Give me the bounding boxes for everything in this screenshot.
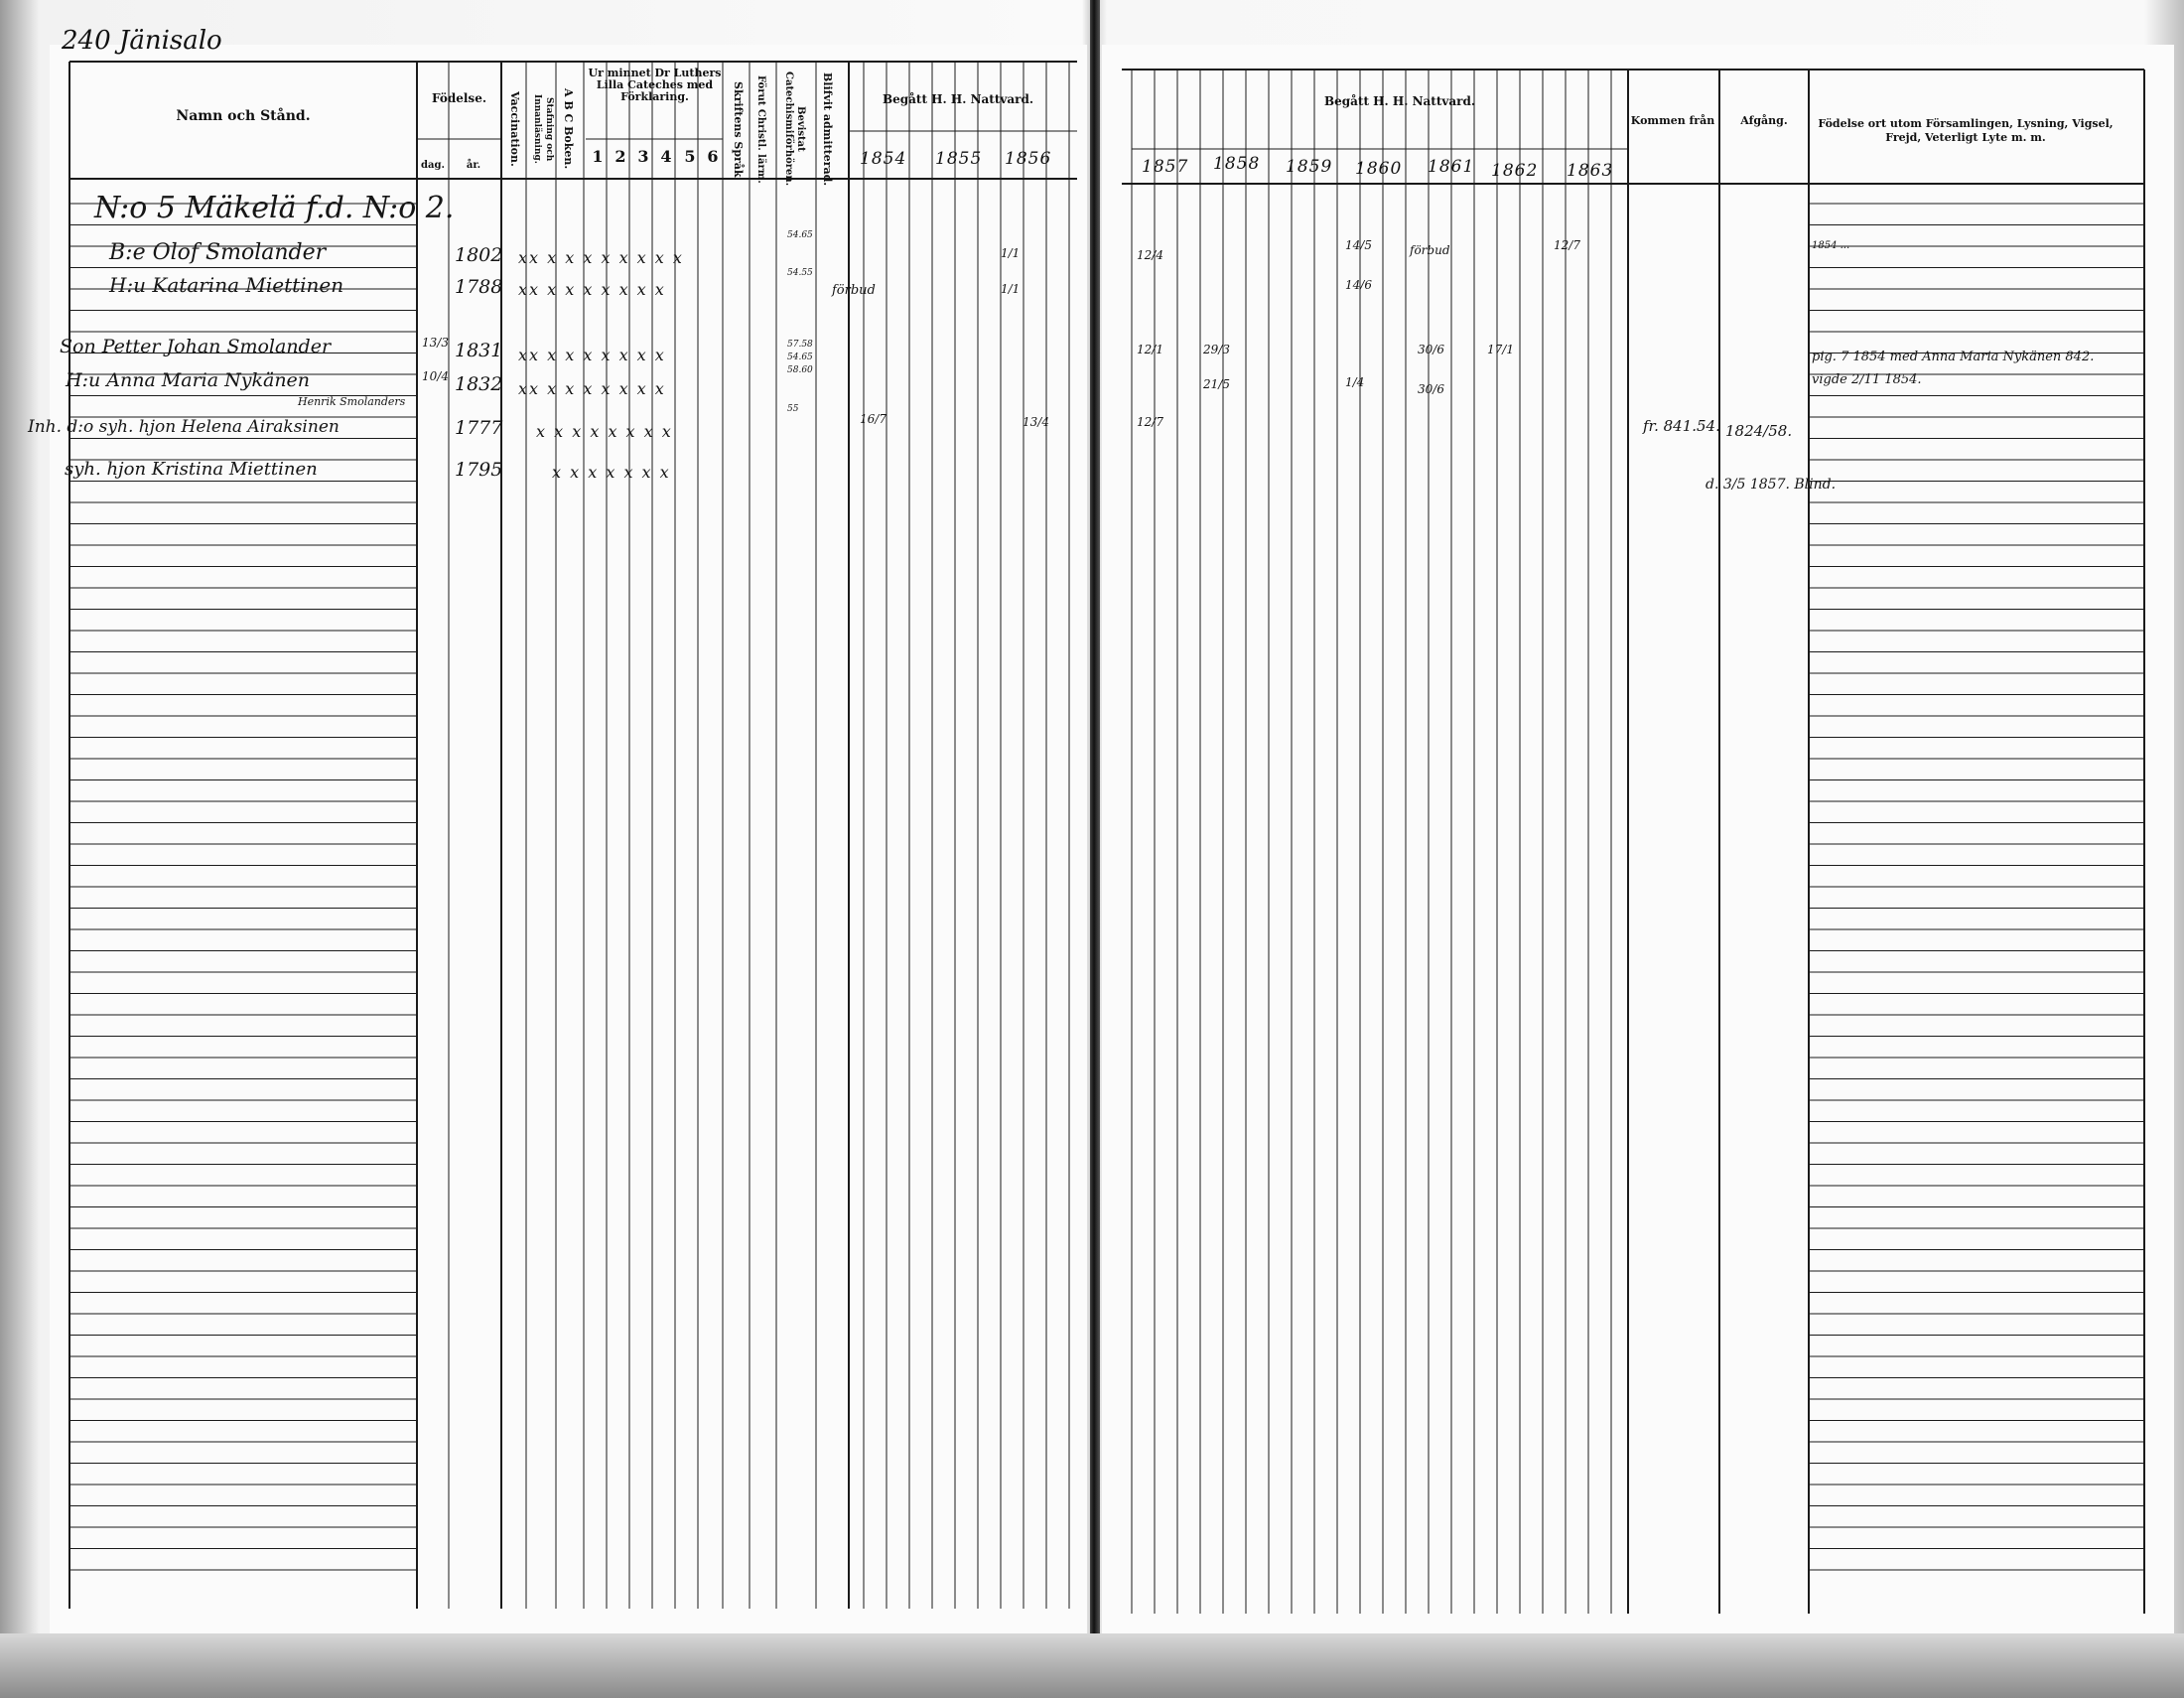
- header-skriftens-sprak: Skriftens Språk: [732, 80, 745, 178]
- frac-4: 12/1: [1137, 343, 1163, 356]
- person-marks-3: xx x x x x x x x: [518, 346, 666, 364]
- header-stafning: Stafning och Innanläsning.: [532, 94, 554, 164]
- frac-7: 14/5: [1345, 238, 1372, 252]
- header-fodelse: Födelse.: [431, 91, 487, 105]
- page-number: 240 Jänisalo: [62, 26, 222, 56]
- year-1854: 1854: [860, 149, 907, 169]
- frac-3: 16/7: [860, 412, 887, 426]
- notes-entry-1: 1854 ...: [1812, 240, 1850, 251]
- year-1857: 1857: [1142, 157, 1189, 177]
- person-year-3: 1831: [455, 340, 503, 361]
- catechism-num-3: 3: [637, 147, 649, 166]
- header-notes: Födelse ort utom Församlingen, Lysning, Vigsel, Frejd, Veterligt Lyte m. m.: [1818, 117, 2114, 144]
- person-dag-4: 10/4: [422, 369, 449, 383]
- afgang-entry-1: 1824/58.: [1725, 422, 1793, 440]
- header-bevistat: Bevistat Catechismiförhören.: [783, 71, 806, 187]
- person-marks-1: xx x x x x x x x x: [518, 248, 684, 267]
- bevistat-mark-6: 55: [787, 404, 799, 414]
- frac-1: 1/1: [1001, 246, 1021, 260]
- person-marks-2: xx x x x x x x x: [518, 280, 666, 299]
- catechism-num-5: 5: [684, 147, 696, 166]
- year-1858: 1858: [1213, 154, 1261, 174]
- year-1862: 1862: [1491, 161, 1539, 181]
- frac-11: 12/7: [1554, 238, 1580, 252]
- header-afgang: Afgång.: [1740, 114, 1788, 127]
- header-nattvard-right: Begått H. H. Nattvard.: [1323, 94, 1476, 108]
- header-kommen: Kommen från: [1630, 114, 1715, 127]
- frac-6: 29/3: [1203, 343, 1230, 356]
- frac-15: 13/4: [1023, 415, 1049, 429]
- header-forst-christ: Förut Christl. lärm.: [755, 74, 766, 184]
- catechism-num-2: 2: [614, 147, 626, 166]
- person-marks-6: x x x x x x x: [552, 463, 671, 482]
- bevistat-mark-3: 57.58: [787, 340, 813, 350]
- person-year-2: 1788: [455, 276, 503, 298]
- afgang-entry-2: d. 3/5 1857. Blind.: [1706, 477, 1837, 493]
- person-name-5: Inh. d:o syh. hjon Helena Airaksinen: [28, 417, 340, 437]
- frac-9: 14/6: [1345, 278, 1372, 292]
- year-1863: 1863: [1567, 161, 1614, 181]
- frac-8: 30/6: [1418, 343, 1444, 356]
- person-name-4: H:u Anna Maria Nykänen: [66, 369, 311, 391]
- forbud-mark-2: förbud: [1410, 243, 1450, 257]
- person-name-6: syh. hjon Kristina Miettinen: [65, 459, 318, 480]
- person-year-6: 1795: [455, 459, 503, 481]
- frac-5: 12/4: [1137, 248, 1163, 262]
- inserted-note: Henrik Smolanders: [298, 395, 406, 408]
- catechism-num-4: 4: [660, 147, 672, 166]
- household-title: N:o 5 Mäkelä f.d. N:o 2.: [94, 191, 455, 225]
- header-vaccination: Vaccination.: [508, 91, 521, 167]
- person-name-3: Son Petter Johan Smolander: [60, 336, 332, 357]
- person-name-1: B:e Olof Smolander: [109, 240, 327, 265]
- frac-14: 30/6: [1418, 382, 1444, 396]
- forbud-mark-1: förbud: [832, 283, 876, 298]
- notes-entry-2: pig. 7 1854 med Anna Maria Nykänen 842.: [1812, 350, 2095, 364]
- person-marks-4: xx x x x x x x x: [518, 379, 666, 398]
- bevistat-mark-5: 54.65: [787, 353, 813, 362]
- catechism-num-6: 6: [707, 147, 719, 166]
- person-name-2: H:u Katarina Miettinen: [109, 273, 344, 297]
- frac-12: 21/5: [1203, 377, 1230, 391]
- person-year-1: 1802: [455, 244, 503, 266]
- person-marks-5: x x x x x x x x: [536, 422, 673, 441]
- bevistat-mark-4: 58.60: [787, 365, 813, 375]
- frac-10: 17/1: [1487, 343, 1514, 356]
- notes-entry-3: vigde 2/11 1854.: [1812, 372, 1922, 387]
- year-1856: 1856: [1005, 149, 1052, 169]
- header-name: Namn och Stånd.: [176, 108, 311, 124]
- header-catechism: Ur minnet Dr Luthers Lilla Cateches med Förklaring.: [588, 67, 722, 103]
- header-nattvard-left: Begått H. H. Nattvard.: [882, 92, 1034, 106]
- header-blifvit: Blifvit admitterad.: [821, 71, 834, 187]
- year-1855: 1855: [935, 149, 983, 169]
- person-year-4: 1832: [455, 373, 503, 395]
- kommen-entry-1: fr. 841.54.: [1643, 417, 1720, 435]
- header-ar: år.: [466, 160, 481, 171]
- frac-2: 1/1: [1001, 282, 1021, 296]
- bevistat-mark-1: 54.65: [787, 230, 813, 240]
- person-dag-3: 13/3: [422, 336, 449, 350]
- person-year-5: 1777: [455, 417, 503, 439]
- catechism-num-1: 1: [592, 147, 604, 166]
- bevistat-mark-2: 54.55: [787, 268, 813, 278]
- frac-13: 1/4: [1345, 375, 1365, 389]
- header-abc: A B C Boken.: [562, 88, 575, 170]
- year-1859: 1859: [1286, 157, 1333, 177]
- year-1861: 1861: [1428, 157, 1475, 177]
- frac-16: 12/7: [1137, 415, 1163, 429]
- year-1860: 1860: [1355, 159, 1403, 179]
- header-dag: dag.: [421, 160, 445, 171]
